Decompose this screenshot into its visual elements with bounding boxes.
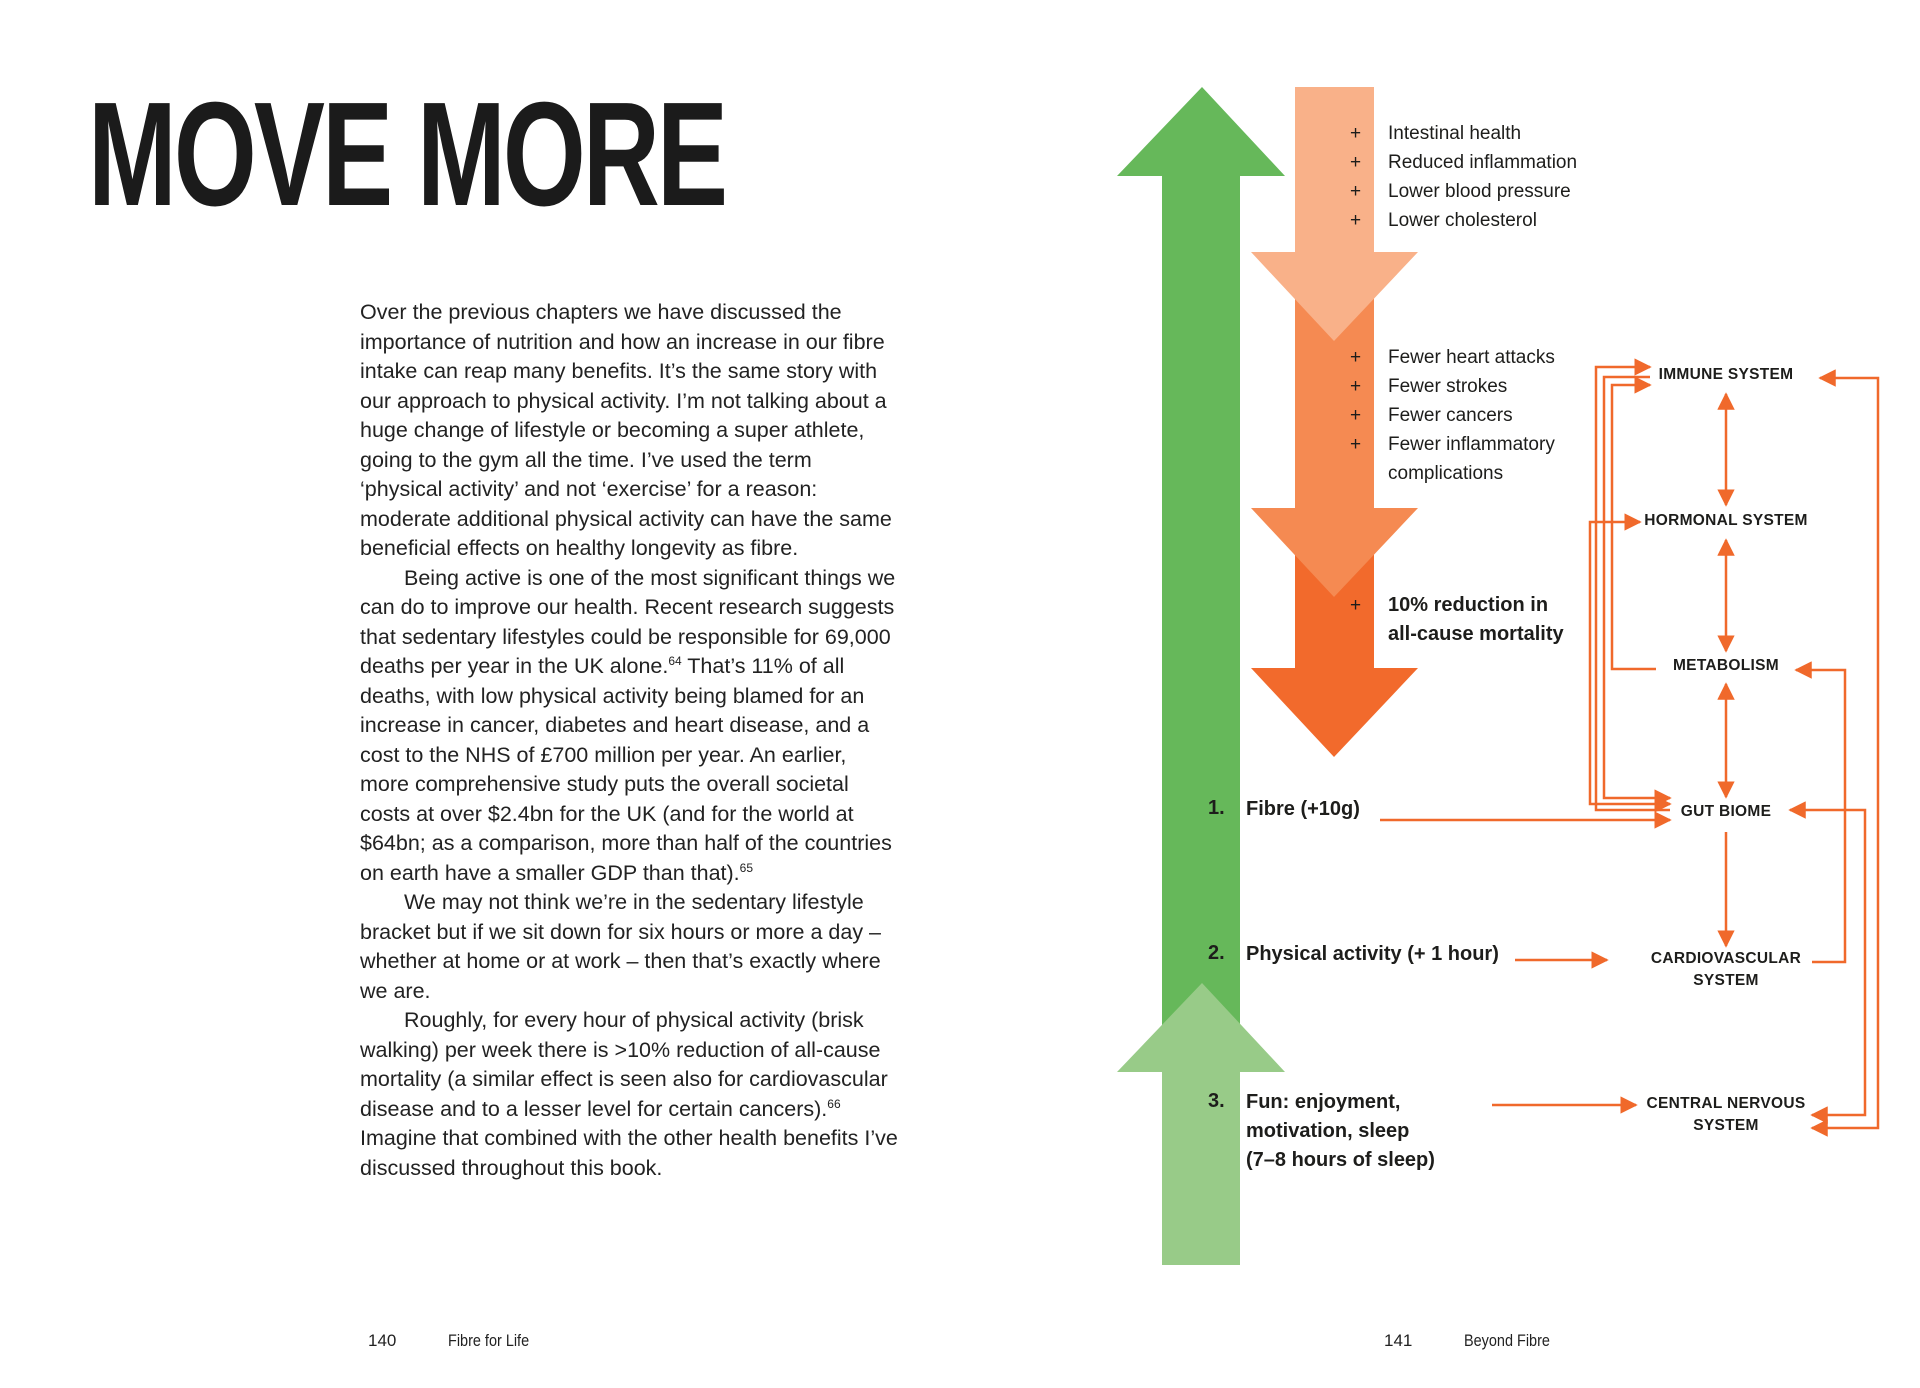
plus-icon: + <box>1350 347 1362 368</box>
footnote-ref[interactable]: 66 <box>827 1096 841 1111</box>
plus-icon: + <box>1350 210 1362 231</box>
step-label: motivation, sleep <box>1246 1120 1410 1142</box>
plus-icon: + <box>1350 123 1362 144</box>
step-number: 3. <box>1208 1090 1225 1112</box>
benefit-label: Lower blood pressure <box>1388 181 1571 202</box>
plus-icon: + <box>1350 405 1362 426</box>
right-running-title: Beyond Fibre <box>1464 1331 1550 1350</box>
step-number: 2. <box>1208 942 1225 964</box>
footnote-ref[interactable]: 64 <box>668 653 682 668</box>
footnote-ref[interactable]: 65 <box>739 860 754 875</box>
benefit-label: Fewer heart attacks <box>1388 347 1555 368</box>
step-label: (7–8 hours of sleep) <box>1246 1149 1435 1171</box>
cardiovascular-system-node: CARDIOVASCULAR SYSTEM <box>1650 950 1802 989</box>
loop-gut-immune-2 <box>1604 377 1670 798</box>
benefit-label: Fewer strokes <box>1388 376 1508 397</box>
benefit-label: Intestinal health <box>1388 123 1522 144</box>
paragraph-1: Over the previous chapters we have discussed the importance of nutrition and how an increase in our fibre intake can reap many benefits. It’s the same story with our approach to physical activity. I’m not talking about a huge change of lifestyle or becoming a super athlete, going to the gym all the time. I’ve used the term ‘physical activity’ and not ‘exercise’ for a reason: moderate additional physical activity can have the same beneficial effects on healthy longevity as fibre. <box>360 300 892 560</box>
plus-icon: + <box>1350 434 1362 455</box>
hormonal-system-node: HORMONAL SYSTEM <box>1644 512 1808 529</box>
step-label: Fun: enjoyment, <box>1246 1091 1401 1113</box>
central-nervous-system-node: CENTRAL NERVOUS SYSTEM <box>1646 1095 1806 1134</box>
benefit-label: complications <box>1388 463 1504 484</box>
left-page-number: 140 <box>368 1331 397 1350</box>
immune-system-node: IMMUNE SYSTEM <box>1658 366 1794 383</box>
benefit-label-bold: 10% reduction in <box>1388 594 1549 616</box>
plus-icon: + <box>1350 376 1362 397</box>
benefit-label: Fewer cancers <box>1388 405 1513 426</box>
step-number: 1. <box>1208 797 1225 819</box>
plus-icon: + <box>1350 595 1362 616</box>
step-label: Physical activity (+ 1 hour) <box>1246 943 1499 965</box>
plus-icon: + <box>1350 152 1362 173</box>
paragraph-2: Being active is one of the most significant things we can do to improve our health. Recent research suggests that sedentary lifestyles could be responsible for 69,000 deaths per year in the UK alone.$^{64}$ That’s 11% of all deaths, with low physical activity being blamed for an increase in cancer, diabetes and heart disease, and a cost to the NHS of £700 million per year. An earlier, more comprehensive study puts the overall societal costs at over $2.4bn for the UK (and for the world at $64bn; as a comparison, more than half of the countries on earth have a smaller GDP than that).$^{65}$ <box>360 565 896 885</box>
benefit-label: Reduced inflammation <box>1388 152 1578 173</box>
paragraph-3: We may not think we’re in the sedentary lifestyle bracket but if we sit down for six hours or more a day – whether at home or at work – then that’s exactly where we are. <box>360 890 882 1003</box>
page-title: MOVE MORE <box>88 72 726 237</box>
benefit-label-bold: all-cause mortality <box>1388 623 1564 645</box>
right-page-number: 141 <box>1384 1331 1413 1350</box>
loop-gut-immune <box>1596 367 1670 810</box>
benefit-label: Fewer inflammatory <box>1388 434 1555 455</box>
metabolism-node: METABOLISM <box>1672 657 1780 674</box>
plus-icon: + <box>1350 181 1362 202</box>
left-running-title: Fibre for Life <box>448 1331 530 1350</box>
benefit-label: Lower cholesterol <box>1388 210 1537 231</box>
step-label: Fibre (+10g) <box>1246 798 1360 820</box>
gut-biome-node: GUT BIOME <box>1680 803 1772 820</box>
paragraph-4: Roughly, for every hour of physical activity (brisk walking) per week there is >10% reduction of all-cause mortality (a similar effect is seen also for cardiovascular disease and to a lesser level for certain cancers).$^{66}$ Imagine that combined with the other health benefits I’ve discussed throughout this book. <box>360 1008 898 1180</box>
